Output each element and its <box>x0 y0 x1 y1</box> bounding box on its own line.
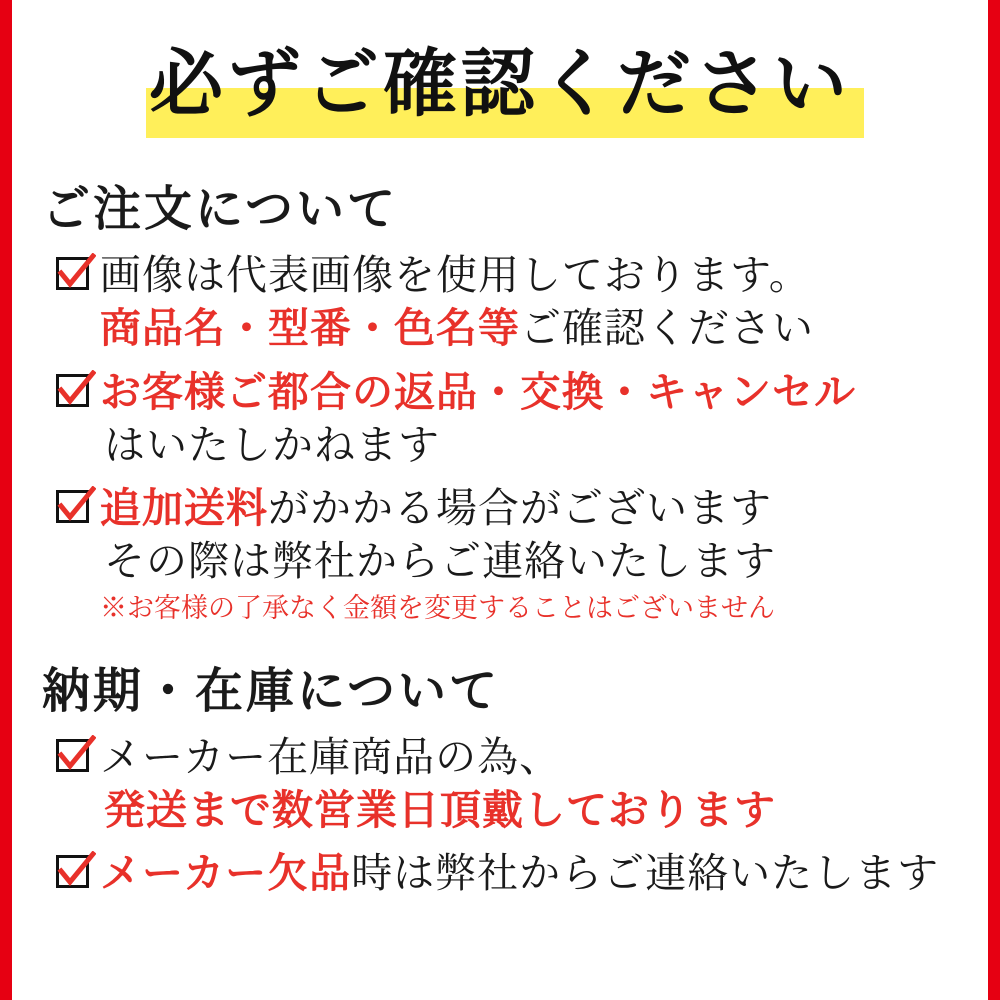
section-orders <box>12 170 988 626</box>
list-item <box>54 366 988 473</box>
list-item <box>54 249 988 356</box>
list-item-text <box>100 731 988 838</box>
line-text-emphasis: 発送まで数営業日頂戴しております <box>104 787 776 834</box>
line-text-emphasis: 商品名・型番・色名等 <box>100 305 520 352</box>
checkbox-checked-icon <box>54 253 96 295</box>
notice-page <box>12 0 988 1000</box>
line-text-emphasis: 追加送料 <box>100 485 268 532</box>
section-delivery-stock <box>12 652 988 901</box>
line-text: はいたしかねます <box>104 421 440 468</box>
line-text: 時は弊社からご連絡いたします <box>351 850 940 897</box>
checkbox-checked-icon <box>54 735 96 777</box>
line-text-emphasis: メーカー欠品 <box>100 850 352 897</box>
list-item <box>54 731 988 838</box>
list-item <box>54 847 988 900</box>
list-item-text <box>100 847 988 900</box>
left-red-bar <box>0 0 12 1000</box>
line-text-emphasis: お客様ご都合の返品・交換・キャンセル <box>100 368 856 415</box>
line-text: メーカー在庫商品の為、 <box>100 733 562 780</box>
list-item-text <box>100 366 988 473</box>
section-heading-delivery-stock: 納期・在庫について <box>42 662 501 719</box>
section-heading-orders: ご注文について <box>42 181 399 237</box>
line-text: がかかる場合がございます <box>268 485 772 532</box>
checkbox-checked-icon <box>54 370 96 412</box>
line-text: 画像は代表画像を使用しております。 <box>100 252 811 298</box>
list-item-note: ※お客様の了承なく金額を変更することはございません <box>100 592 775 623</box>
page-title-block <box>12 38 988 148</box>
list-item-text <box>100 482 988 626</box>
list-item <box>54 482 988 626</box>
right-red-bar <box>988 0 1000 1000</box>
line-text: その際は弊社からご連絡いたします <box>104 538 776 585</box>
list-item-text <box>100 249 988 356</box>
checkbox-checked-icon <box>54 851 96 893</box>
page-title: 必ずご確認ください <box>149 41 851 127</box>
checkbox-checked-icon <box>54 486 96 528</box>
line-text: ご確認ください <box>520 305 814 352</box>
